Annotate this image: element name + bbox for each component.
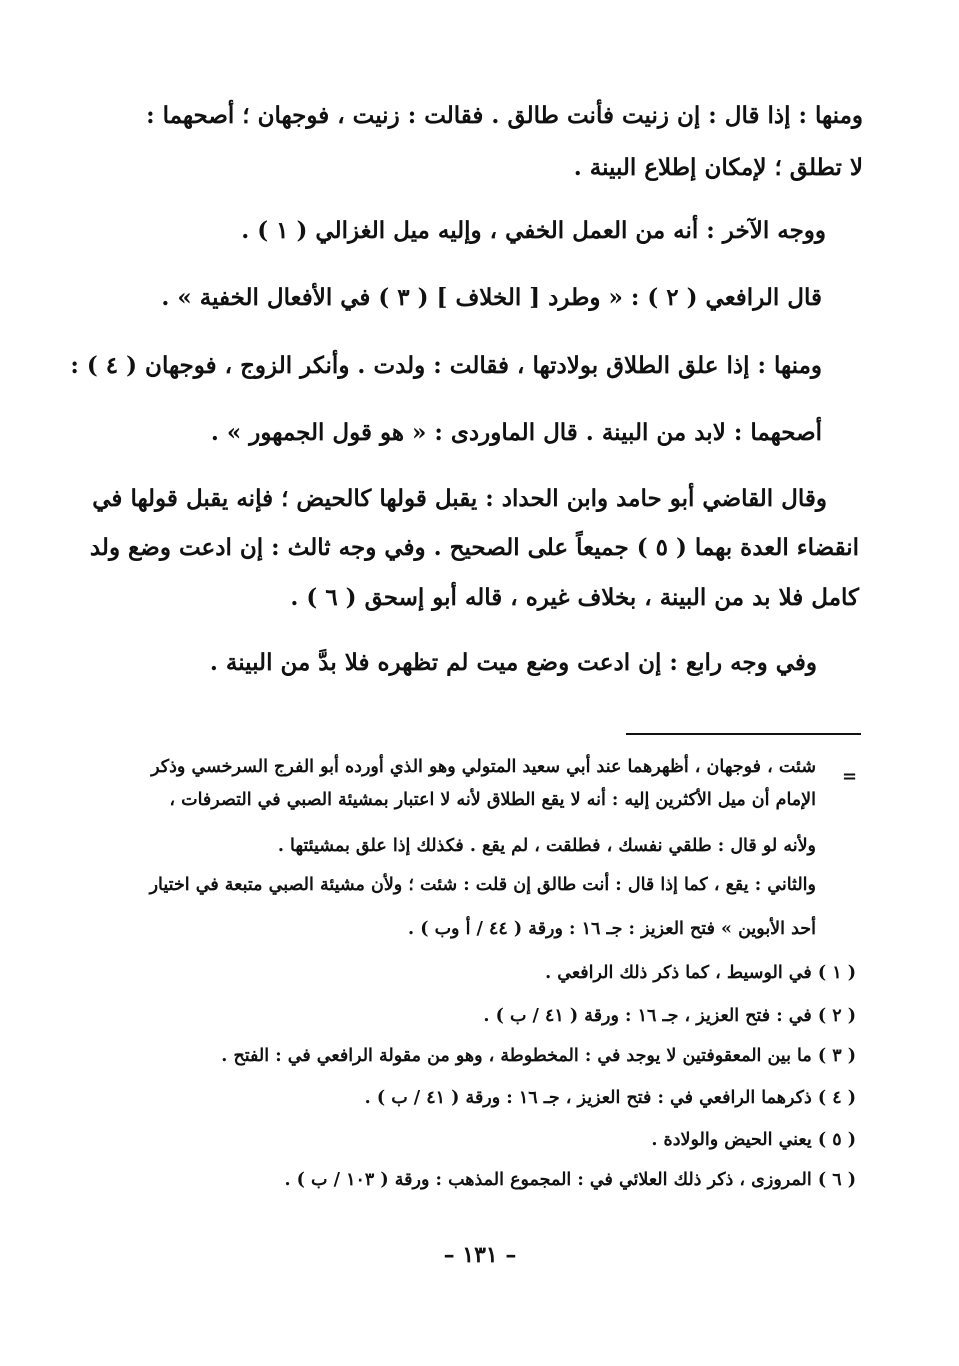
footnote-line-3: ولأنه لو قال : طلقي نفسك ، فطلقت ، لم يقع . فكذلك إذا علق بمشيئتها .: [277, 836, 816, 856]
footnote-line-5: أحد الأبوين » فتح العزيز : جـ ١٦ : ورقة ( ٤٤ / أ وب ) .: [408, 919, 816, 939]
body-line-10: وفي وجه رابع : إن ادعت وضع ميت لم تظهره فلا بدَّ من البينة .: [209, 649, 817, 676]
body-line-6: أصحهما : لابد من البينة . قال الماوردى : « هو قول الجمهور » .: [210, 419, 822, 446]
body-line-8: انقضاء العدة بهما ( ٥ ) جميعاً على الصحيح . وفي وجه ثالث : إن ادعت وضع ولد: [89, 534, 859, 561]
body-line-2: لا تطلق ؛ لإمكان إطلاع البينة .: [573, 154, 863, 181]
body-line-5: ومنها : إذا علق الطلاق بولادتها ، فقالت : ولدت . وأنكر الزوج ، فوجهان ( ٤ ) :: [70, 352, 822, 379]
footnote-line-1: شئت ، فوجهان ، أظهرهما عند أبي سعيد المتولي وهو الذي أورده أبو الفرج السرخسي وذكر: [151, 757, 816, 777]
body-line-7: وقال القاضي أبو حامد وابن الحداد : يقبل قولها كالحيض ؛ فإنه يقبل قولها في: [92, 485, 827, 512]
footnote-4: ( ٤ ) ذكرهما الرافعي في : فتح العزيز ، جـ ١٦ : ورقة ( ٤١ / ب ) .: [364, 1088, 856, 1108]
page-number: – ١٣١ –: [443, 1242, 517, 1268]
footnote-line-2: الإمام أن ميل الأكثرين إليه : أنه لا يقع الطلاق لأنه لا اعتبار بمشيئة الصبي في التصرفات ،: [169, 790, 816, 810]
footnote-6: ( ٦ ) المروزى ، ذكر ذلك العلائي في : المجموع المذهب : ورقة ( ١٠٣ / ب ) .: [284, 1170, 856, 1190]
body-line-1: ومنها : إذا قال : إن زنيت فأنت طالق . فقالت : زنيت ، فوجهان ؛ أصحهما :: [146, 102, 863, 129]
body-line-9: كامل فلا بد من البينة ، بخلاف غيره ، قاله أبو إسحق ( ٦ ) .: [290, 584, 859, 611]
footnote-line-4: والثاني : يقع ، كما إذا قال : أنت طالق إن قلت : شئت ؛ ولأن مشيئة الصبي متبعة في اختيار: [149, 875, 816, 895]
footnote-separator: [626, 733, 861, 735]
body-line-3: ووجه الآخر : أنه من العمل الخفي ، وإليه ميل الغزالي ( ١ ) .: [241, 217, 826, 244]
footnote-continuation-mark: =: [842, 766, 858, 787]
body-line-4: قال الرافعي ( ٢ ) : « وطرد [ الخلاف ] ( ٣ ) في الأفعال الخفية » .: [161, 284, 822, 311]
footnote-1: ( ١ ) في الوسيط ، كما ذكر ذلك الرافعي .: [545, 963, 856, 983]
footnote-2: ( ٢ ) في : فتح العزيز ، جـ ١٦ : ورقة ( ٤١ / ب ) .: [483, 1006, 856, 1026]
footnote-5: ( ٥ ) يعني الحيض والولادة .: [651, 1130, 856, 1150]
footnote-3: ( ٣ ) ما بين المعقوفتين لا يوجد في : المخطوطة ، وهو من مقولة الرافعي في : الفتح .: [221, 1046, 856, 1066]
